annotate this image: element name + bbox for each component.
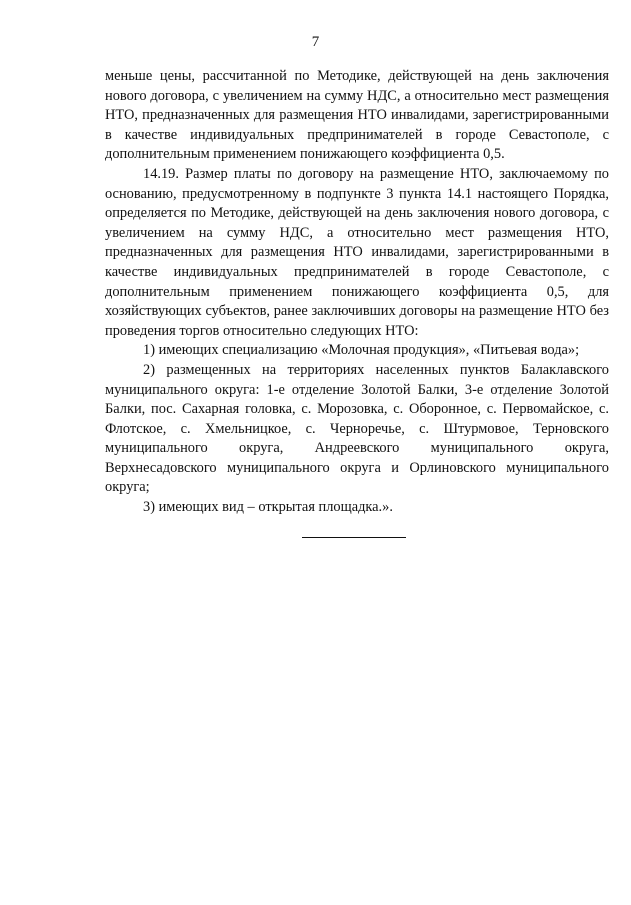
- paragraph-continuation: меньше цены, рассчитанной по Методике, действующей на день заключения нового договора, с увеличением на сумму НДС, а относительно мест размещения НТО, предназначенных для размещения НТО инвалидами, зарегистрированными в качестве индивидуальных предпринимателей в городе Севастополе, с дополнительным применением понижающего коэффициента 0,5.: [105, 68, 609, 163]
- list-item-1: 1) имеющих специализацию «Молочная продукция», «Питьевая вода»;: [143, 342, 580, 359]
- paragraph-14-19: 14.19. Размер платы по договору на размещение НТО, заключаемому по основанию, предусмотренному в подпункте 3 пункта 14.1 настоящего Порядка, определяется по Методике, действующей на день заключения нового договора, с увеличением на сумму НДС, а относительно мест размещения НТО, предназначенных для размещения НТО инвалидами, зарегистрированными в качестве индивидуальных предпринимателей в городе Севастополе, с дополнительным применением понижающего коэффициента 0,5, для хозяйствующих субъектов, ранее заключивших договоры на размещение НТО без проведения торгов относительно следующих НТО:: [105, 165, 609, 339]
- document-body: [105, 67, 609, 518]
- list-item-3: 3) имеющих вид – открытая площадка.».: [143, 499, 393, 516]
- end-divider-line: [302, 537, 406, 538]
- page-number: 7: [311, 34, 320, 50]
- list-item-2: 2) размещенных на территориях населенных пунктов Балаклавского муниципального округа: 1-е отделение Золотой Балки, 3-е отделение Золотой Балки, пос. Сахарная головка, с. Морозовка, с. Оборонное, с. Первомайское, с. Флотское, с. Хмельницкое, с. Черноречье, с. Штурмовое, Терновского муниципального округа, Андреевского муниципального округа, Верхнесадовского муниципального округа и Орлиновского муниципального округа;: [105, 361, 609, 496]
